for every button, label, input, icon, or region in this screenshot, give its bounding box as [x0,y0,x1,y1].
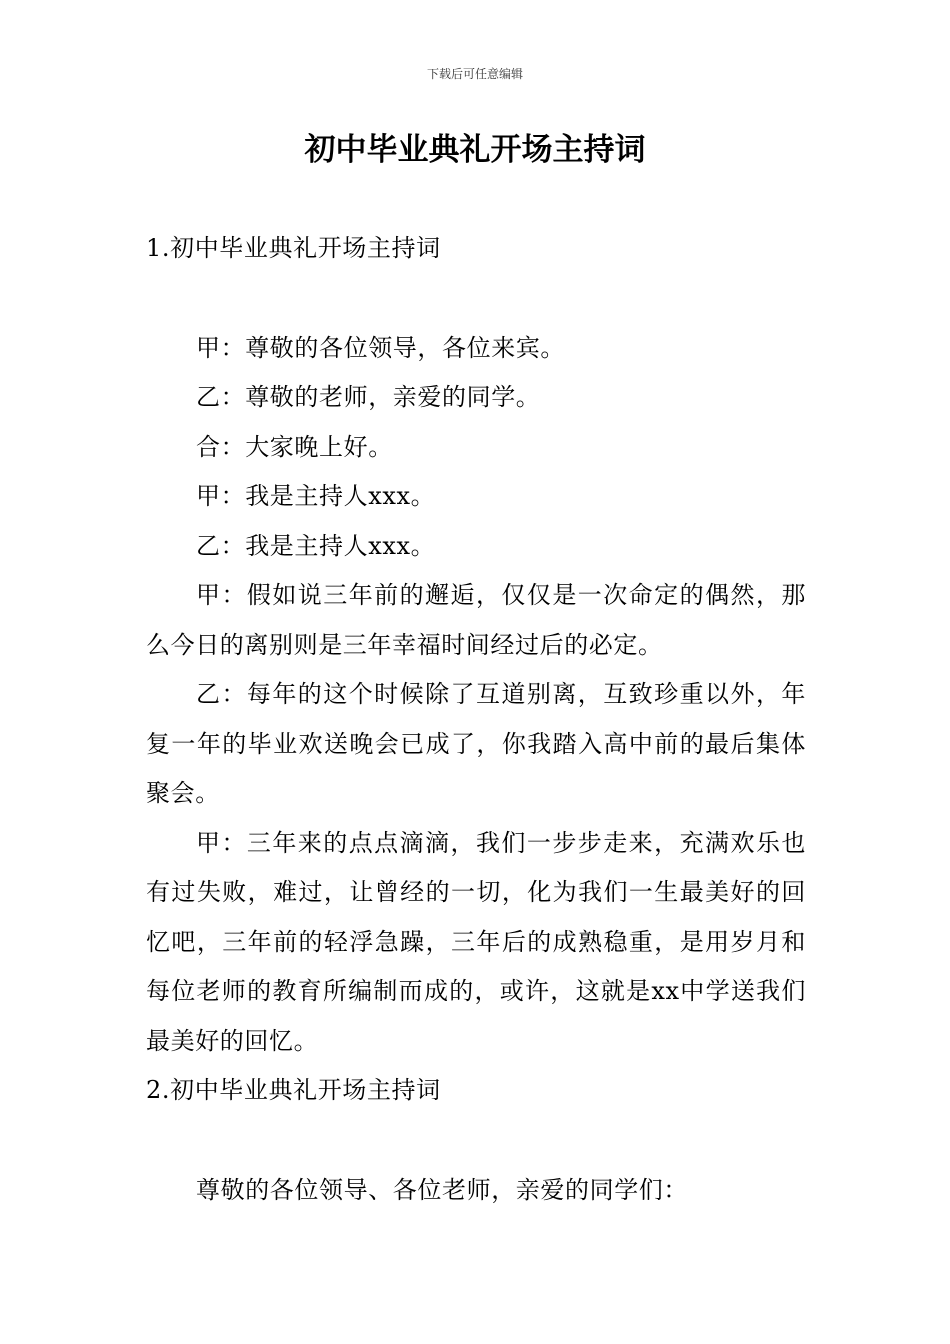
paragraph: 甲：三年来的点点滴滴，我们一步步走来，充满欢乐也有过失败，难过，让曾经的一切，化为我们一生最美好的回忆吧，三年前的轻浮急躁，三年后的成熟稳重，是用岁月和每位老师的教育所编制而成的，或许，这就是xx中学送我们最美好的回忆。 [146,828,806,1055]
page-header-note: 下载后可任意编辑 [426,67,523,81]
section-heading-2: 2.初中毕业典礼开场主持词 [146,1076,441,1104]
document-title: 初中毕业典礼开场主持词 [304,132,646,168]
paragraph: 甲：假如说三年前的邂逅，仅仅是一次命定的偶然，那么今日的离别则是三年幸福时间经过后的必定。 [146,581,806,659]
section-gap [146,1116,806,1166]
section-gap [146,274,806,324]
paragraph: 乙：我是主持人xxx。 [196,531,436,560]
paragraph: 合：大家晚上好。 [196,432,393,461]
paragraph: 甲：我是主持人xxx。 [196,482,436,510]
document-body [146,224,806,1215]
paragraph: 乙：尊敬的老师，亲爱的同学。 [196,383,541,411]
section-heading-1: 1.初中毕业典礼开场主持词 [146,234,441,262]
paragraph: 甲：尊敬的各位领导，各位来宾。 [196,333,565,362]
paragraph: 尊敬的各位领导、各位老师，亲爱的同学们： [196,1175,688,1204]
paragraph: 乙：每年的这个时候除了互道别离，互致珍重以外，年复一年的毕业欢送晚会已成了，你我踏入高中前的最后集体聚会。 [146,680,806,807]
